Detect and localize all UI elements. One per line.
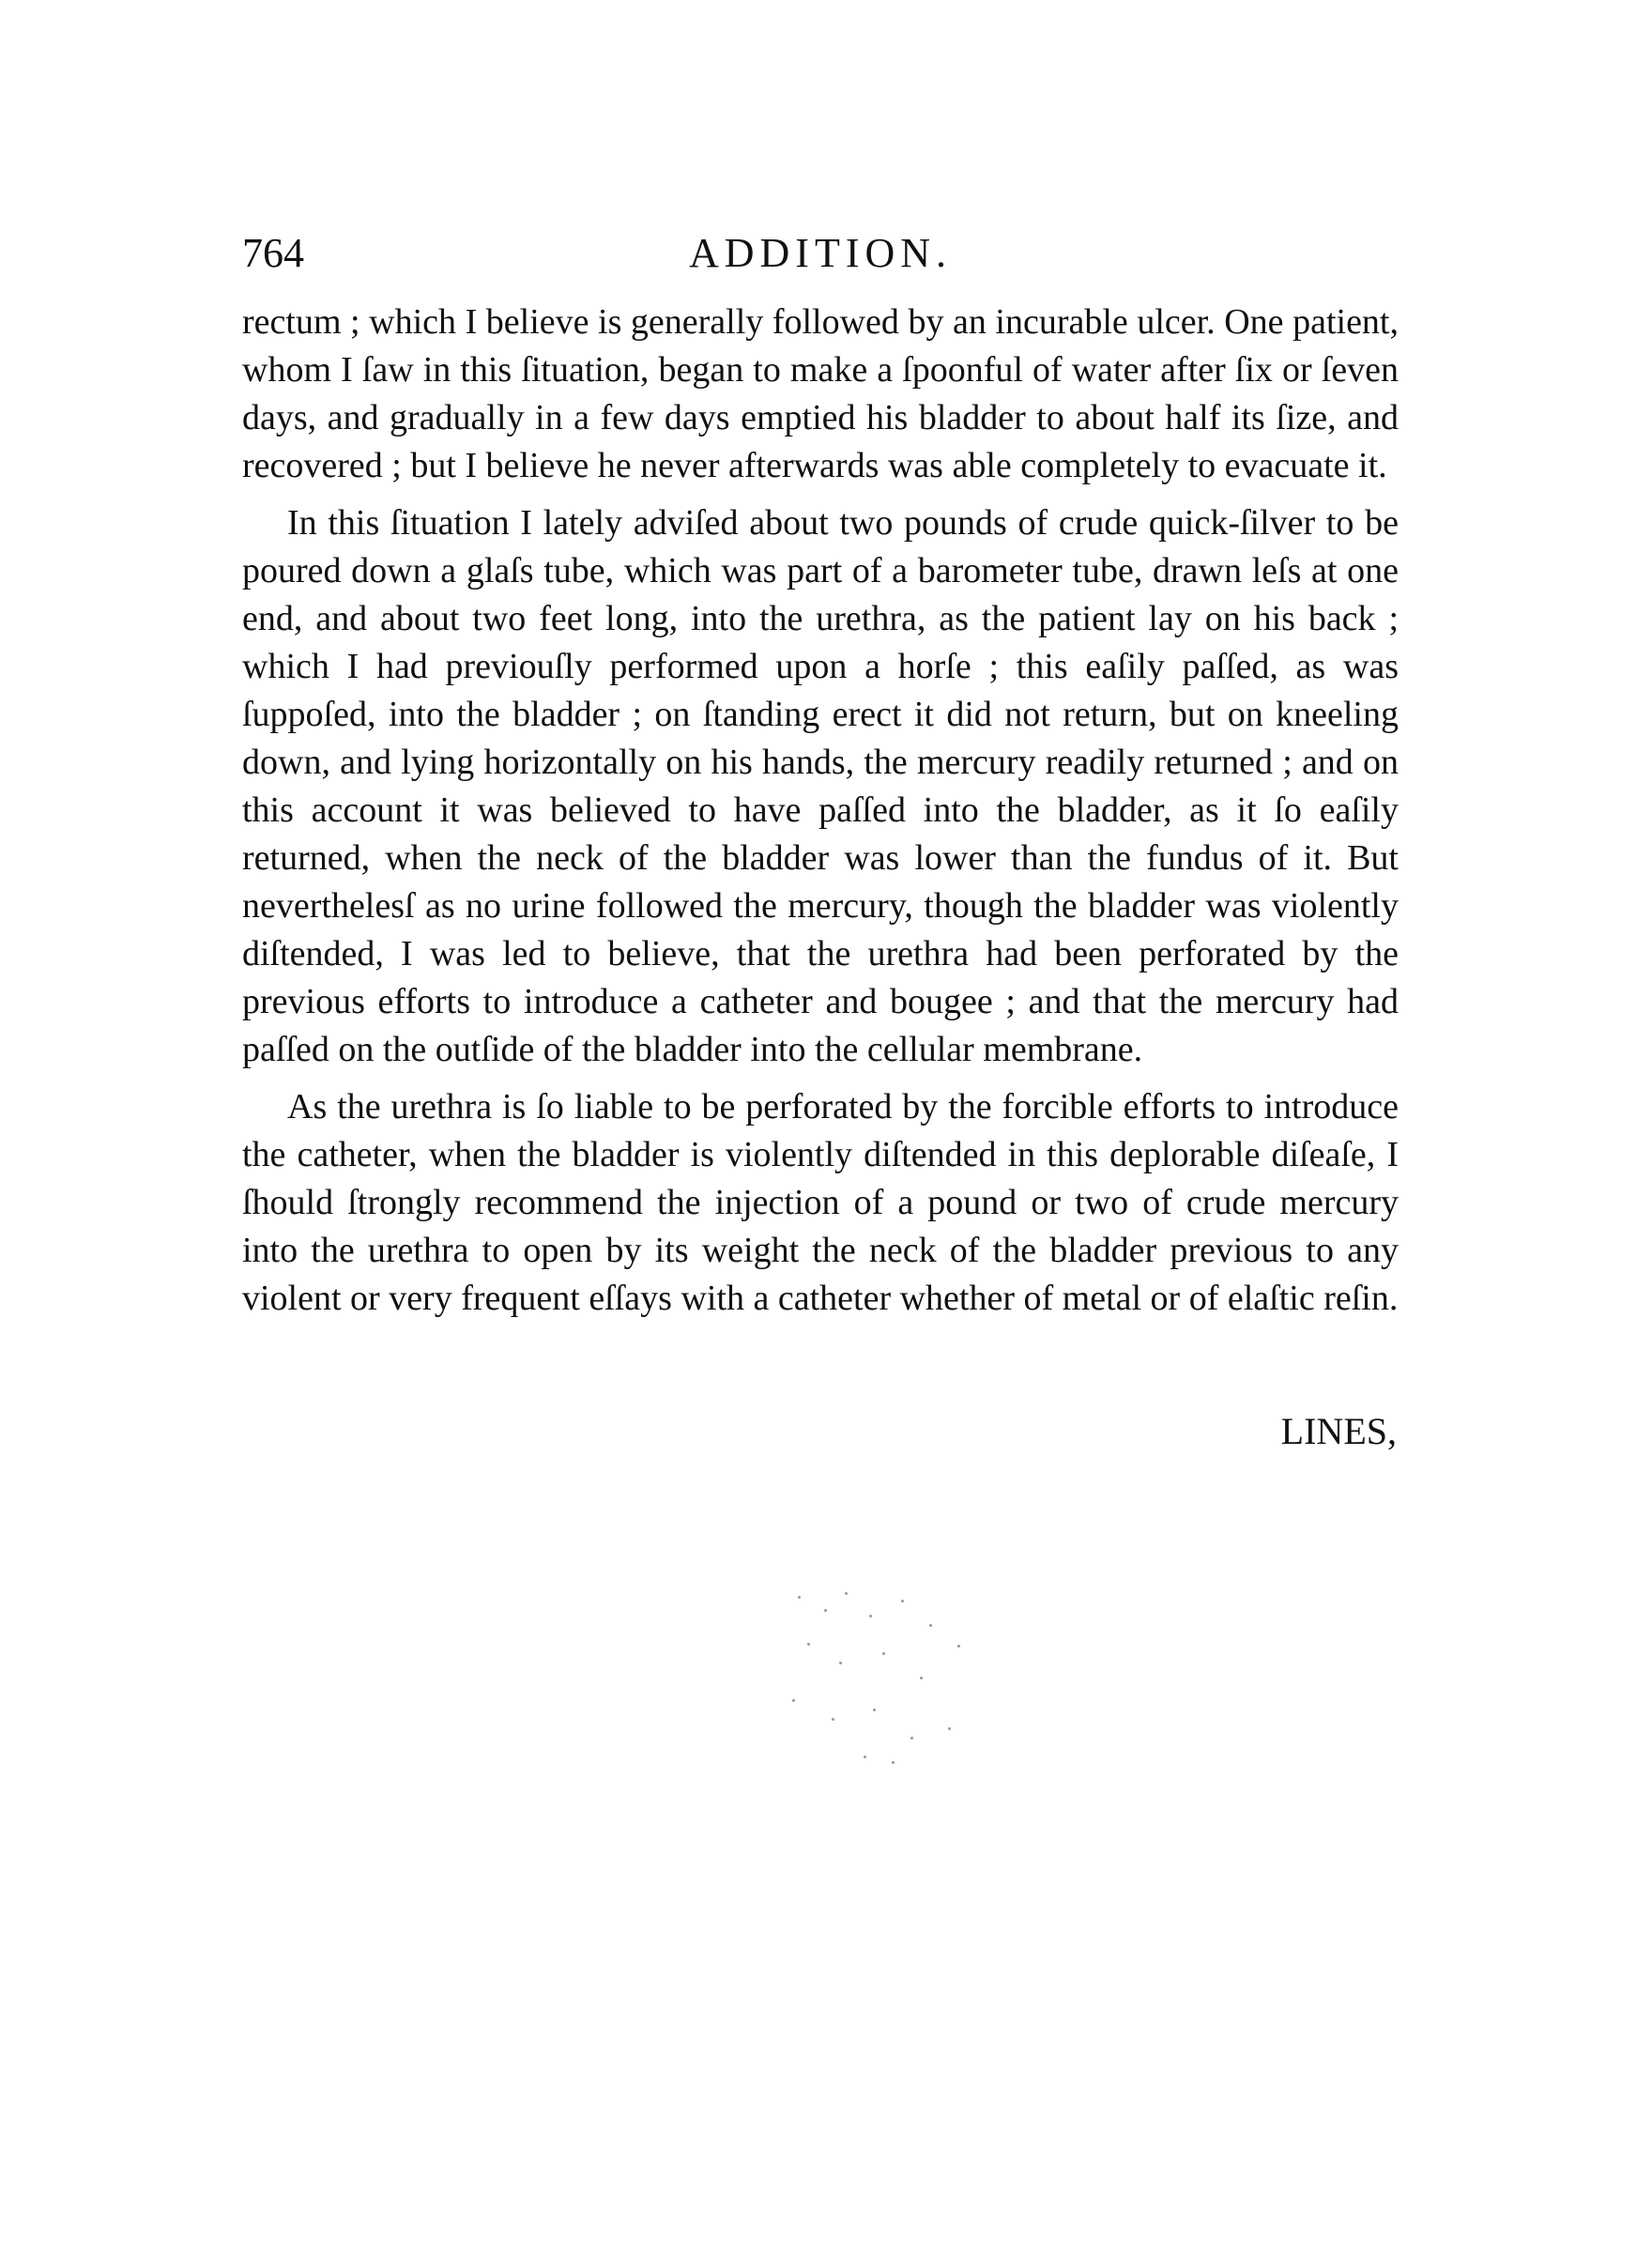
paragraph-recommendation: As the urethra is ſo liable to be perforated by the forcible efforts to introduce the catheter, when the bladder is violently diſtended in this deplorable diſeaſe, I ſhould ſtrongly recommend the injection of a pound or two of crude mercury into the urethra to open by its weight the neck of the bladder previous to any violent or very frequent eſſays with a catheter whether of metal or of elaſtic reſin. — [242, 1087, 1399, 1318]
body-text — [242, 299, 1399, 1332]
ink-speckles — [779, 1586, 1023, 1774]
paragraph-continuation: rectum ; which I believe is generally followed by an incurable ulcer. One patient, whom I ſaw in this ſituation, began to make a ſpoonful of water after ſix or ſeven days, and gradually in a few days emptied his bladder to about half its ſize, and recovered ; but I believe he never afterwards was able completely to evacuate it. — [242, 302, 1399, 485]
page-header — [242, 223, 1399, 284]
running-head: ADDITION. — [688, 230, 953, 276]
catchword: LINES, — [1280, 1410, 1397, 1452]
paragraph-quicksilver: In this ſituation I lately adviſed about two pounds of crude quick-ſilver to be poured down a glaſs tube, which was part of a barometer tube, drawn leſs at one end, and about two feet long, into the urethra, as the patient lay on his back ; which I had previouſly performed upon a horſe ; this eaſily paſſed, as was ſuppoſed, into the bladder ; on ſtanding erect it did not return, but on kneeling down, and lying horizontally on his hands, the mercury readily returned ; and on this account it was believed to have paſſed into the bladder, as it ſo eaſily returned, when the neck of the bladder was lower than the fundus of it. But neverthelesſ as no urine followed the mercury, though the bladder was violently diſtended, I was led to believe, that the urethra had been perforated by the previous efforts to introduce a catheter and bougee ; and that the mercury had paſſed on the outſide of the bladder into the cellular membrane. — [242, 503, 1399, 1069]
page-number: 764 — [242, 230, 304, 276]
